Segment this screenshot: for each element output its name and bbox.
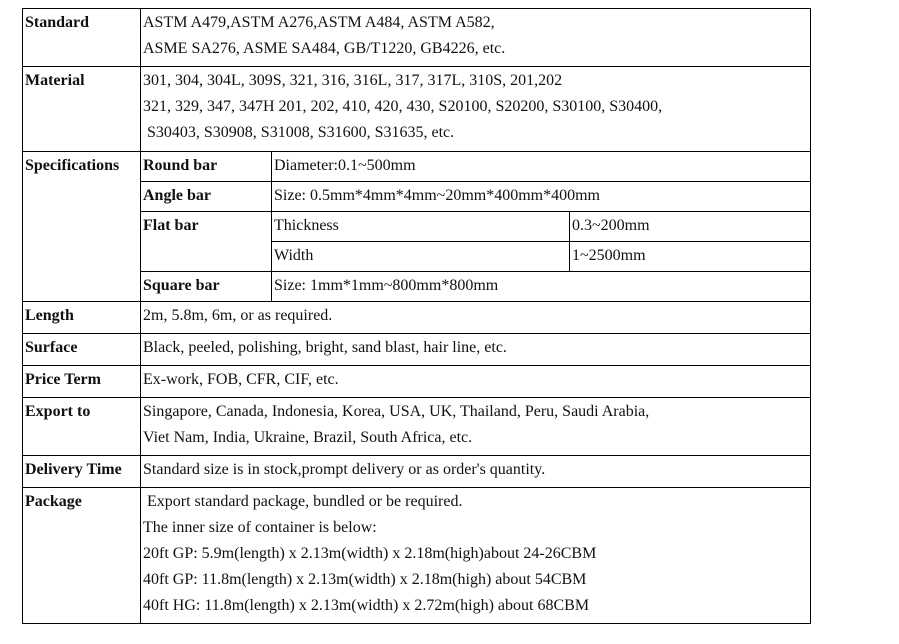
table-row-angle-bar (23, 182, 811, 212)
material-value (141, 67, 811, 152)
package-line: 40ft GP: 11.8m(length) x 2.13m(width) x 2.18m(high) about 54CBM (143, 571, 587, 588)
length-label: Length (23, 302, 141, 334)
standard-line: ASME SA276, ASME SA484, GB/T1220, GB4226, etc. (143, 40, 506, 57)
flat-bar-label: Flat bar (141, 212, 272, 272)
angle-bar-label: Angle bar (141, 182, 272, 212)
table-row-flat-bar-thickness (23, 212, 811, 242)
table-row-round-bar (23, 152, 811, 182)
angle-bar-value: Size: 0.5mm*4mm*4mm~20mm*400mm*400mm (272, 182, 811, 212)
flat-bar-thickness-value: 0.3~200mm (570, 212, 811, 242)
delivery-time-value: Standard size is in stock,prompt delivery or as order's quantity. (141, 456, 811, 488)
round-bar-value: Diameter:0.1~500mm (272, 152, 811, 182)
table-row-package (23, 488, 811, 624)
material-line: S30403, S30908, S31008, S31600, S31635, etc. (147, 124, 455, 141)
square-bar-label: Square bar (141, 272, 272, 302)
material-line: 301, 304, 304L, 309S, 321, 316, 316L, 317, 317L, 310S, 201,202 (143, 72, 563, 89)
product-spec-table (22, 8, 811, 624)
package-line: The inner size of container is below: (143, 519, 377, 536)
table-row-square-bar (23, 272, 811, 302)
package-line: 40ft HG: 11.8m(length) x 2.13m(width) x 2.72m(high) about 68CBM (143, 597, 590, 614)
table-row-length (23, 302, 811, 334)
specifications-label: Specifications (23, 152, 141, 302)
package-line: 20ft GP: 5.9m(length) x 2.13m(width) x 2.18m(high)about 24-26CBM (143, 545, 597, 562)
flat-bar-width-value: 1~2500mm (570, 242, 811, 272)
export-to-label: Export to (23, 398, 141, 456)
export-to-line: Singapore, Canada, Indonesia, Korea, USA, UK, Thailand, Peru, Saudi Arabia, (143, 403, 650, 420)
package-label: Package (23, 488, 141, 624)
material-line: 321, 329, 347, 347H 201, 202, 410, 420, 430, S20100, S20200, S30100, S30400, (143, 98, 663, 115)
table-row-standard (23, 9, 811, 67)
table-row-price-term (23, 366, 811, 398)
package-value (141, 488, 811, 624)
surface-value: Black, peeled, polishing, bright, sand blast, hair line, etc. (141, 334, 811, 366)
table-row-surface (23, 334, 811, 366)
flat-bar-width-label: Width (272, 242, 570, 272)
export-to-line: Viet Nam, India, Ukraine, Brazil, South Africa, etc. (143, 429, 473, 446)
square-bar-value: Size: 1mm*1mm~800mm*800mm (272, 272, 811, 302)
table-row-material (23, 67, 811, 152)
standard-value (141, 9, 811, 67)
package-line: Export standard package, bundled or be required. (147, 493, 463, 510)
length-value: 2m, 5.8m, 6m, or as required. (141, 302, 811, 334)
round-bar-label: Round bar (141, 152, 272, 182)
table-row-delivery-time (23, 456, 811, 488)
material-label: Material (23, 67, 141, 152)
export-to-value (141, 398, 811, 456)
price-term-value: Ex-work, FOB, CFR, CIF, etc. (141, 366, 811, 398)
surface-label: Surface (23, 334, 141, 366)
standard-line: ASTM A479,ASTM A276,ASTM A484, ASTM A582, (143, 14, 495, 31)
standard-label: Standard (23, 9, 141, 67)
price-term-label: Price Term (23, 366, 141, 398)
flat-bar-thickness-label: Thickness (272, 212, 570, 242)
delivery-time-label: Delivery Time (23, 456, 141, 488)
table-row-export-to (23, 398, 811, 456)
